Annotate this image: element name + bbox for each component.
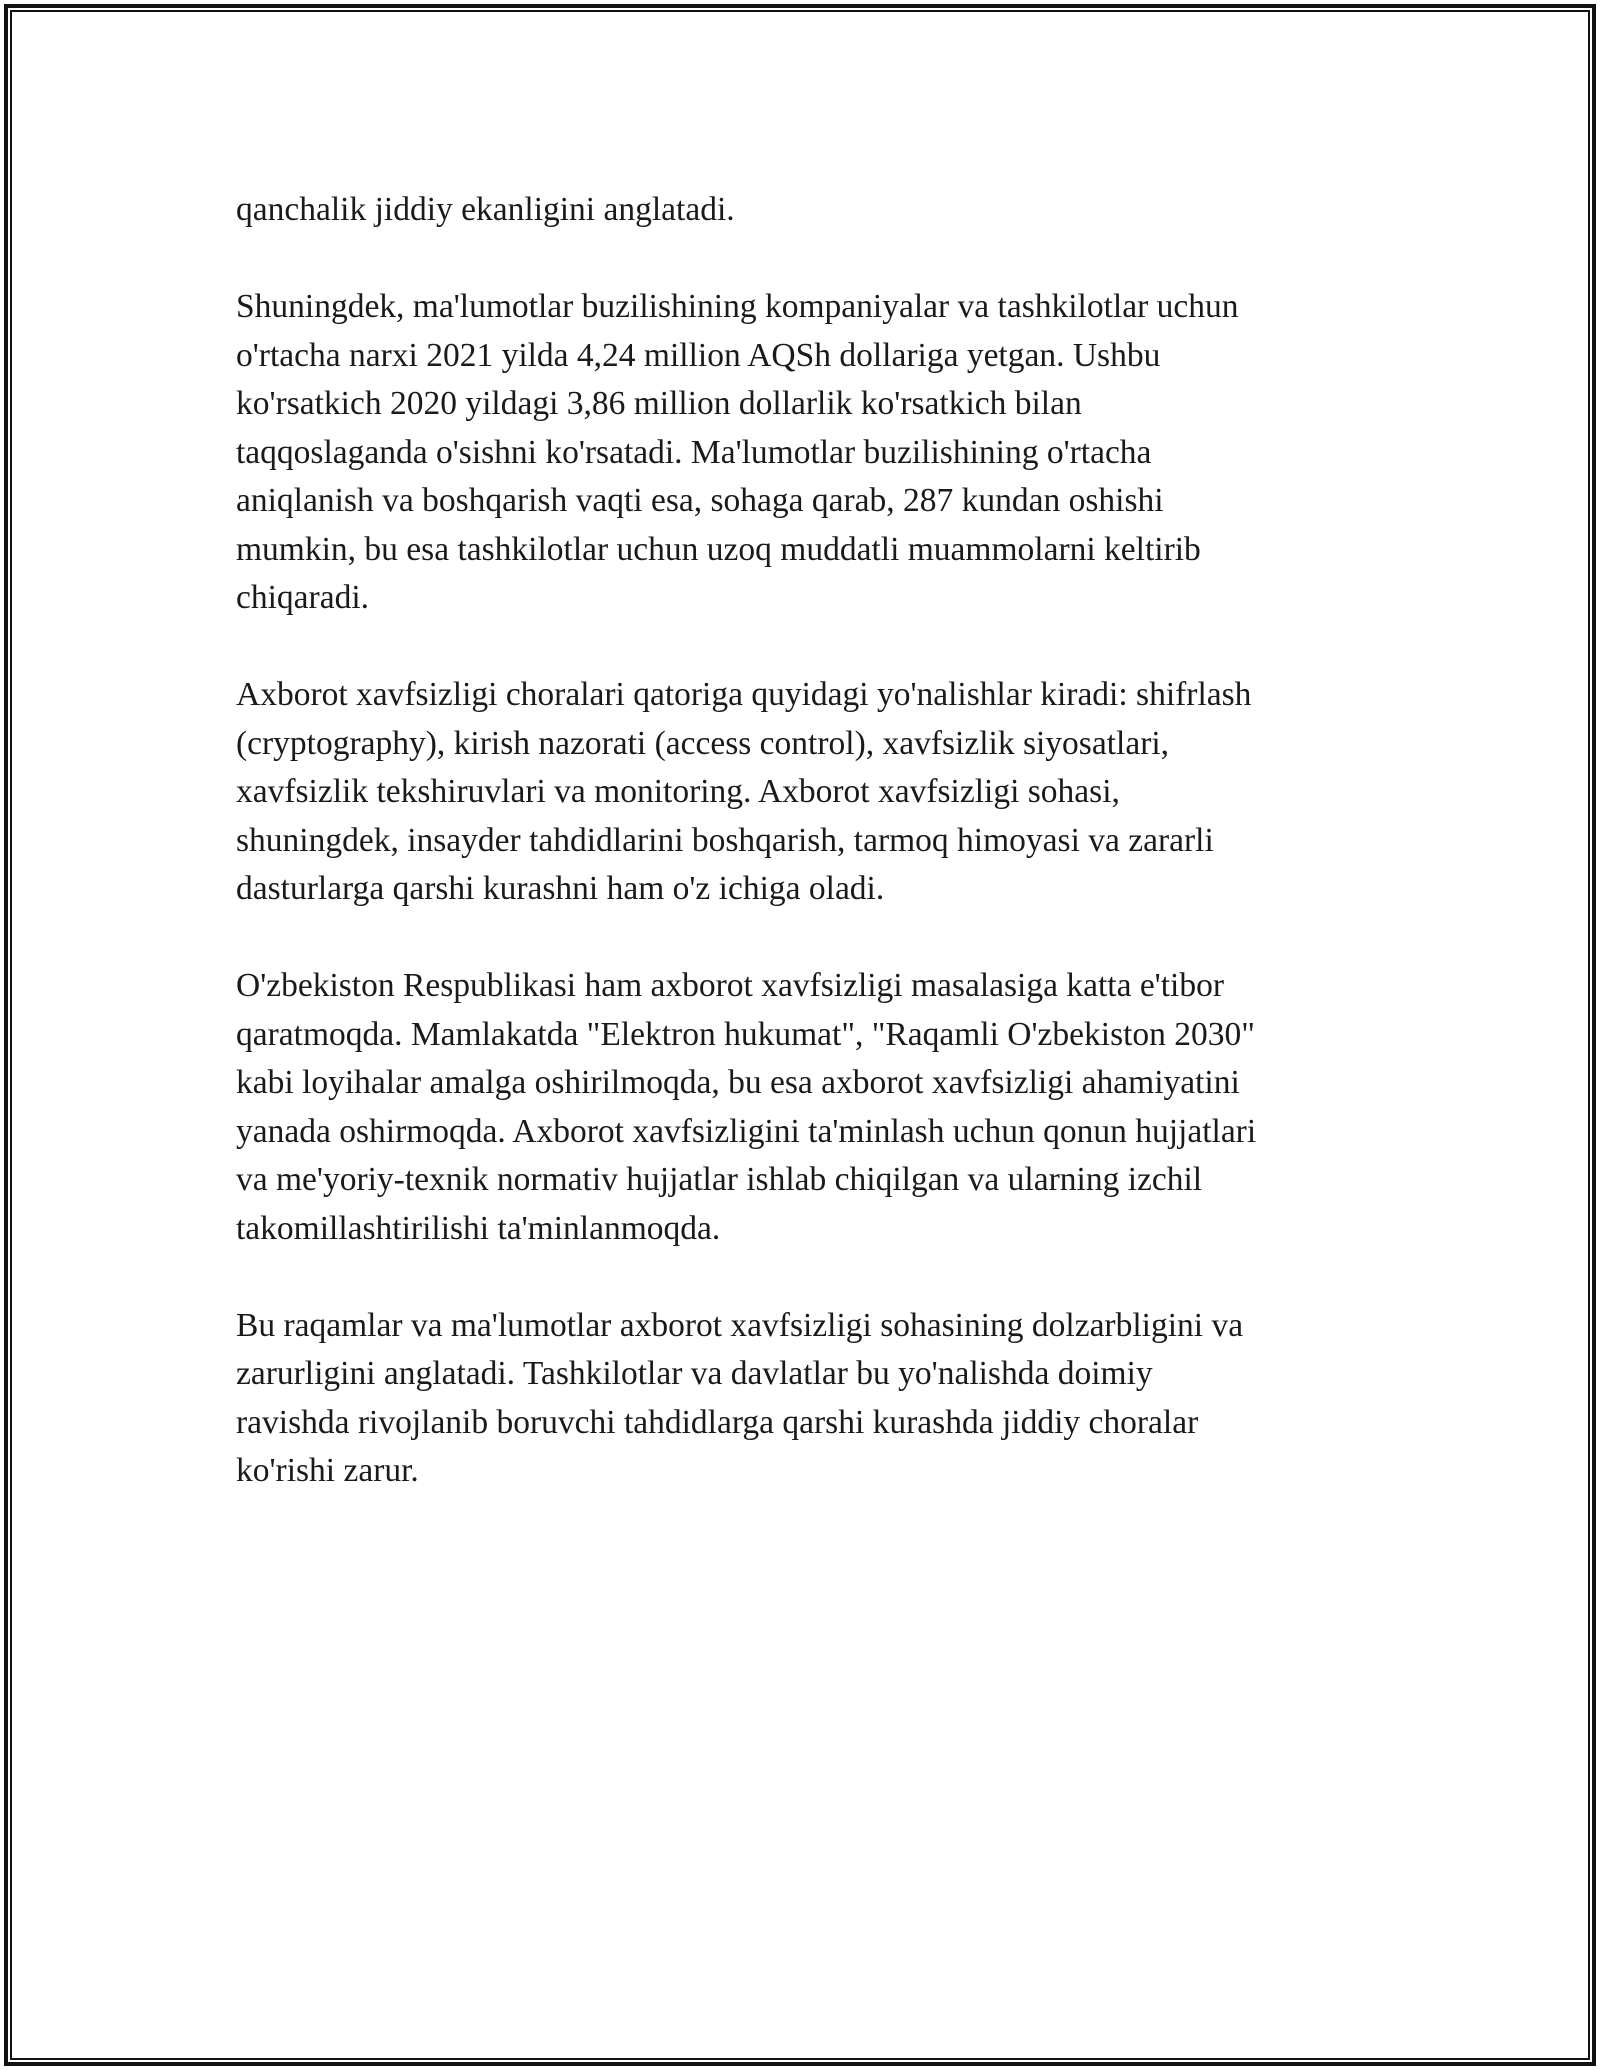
paragraph-continuation: qanchalik jiddiy ekanligini anglatadi.	[236, 191, 735, 228]
paragraph-uzbekistan: O'zbekiston Respublikasi ham axborot xavfsizligi masalasiga katta e'tibor qaratmoqda. Mamlakatda "Elektron hukumat", "Raqamli O'zbekiston 2030" kabi loyihalar amalga oshirilmoqda, bu esa axborot xavfsizligi ahamiyatini yanada oshirmoqda. Axborot xavfsizligini ta'minlash uchun qonun hujjatlari va me'yoriy-texnik normativ hujjatlar ishlab chiqilgan va ularning izchil takomillashtirilishi ta'minlanmoqda.	[236, 967, 1257, 1247]
paragraph-conclusion: Bu raqamlar va ma'lumotlar axborot xavfsizligi sohasining dolzarbligini va zarurligini anglatadi. Tashkilotlar va davlatlar bu yo'nalishda doimiy ravishda rivojlanib boruvchi tahdidlarga qarshi kurashda jiddiy choralar ko'rishi zarur.	[236, 1306, 1244, 1489]
paragraph-security-measures: Axborot xavfsizligi choralari qatoriga quyidagi yo'nalishlar kiradi: shifrlash (cryptography), kirish nazorati (access control), xavfsizlik siyosatlari, xavfsizlik tekshiruvlari va monitoring. Axborot xavfsizligi sohasi, shuningdek, insayder tahdidlarini boshqarish, tarmoq himoyasi va zararli dasturlarga qarshi kurashni ham o'z ichiga oladi.	[236, 676, 1252, 907]
paragraph-data-breach-cost: Shuningdek, ma'lumotlar buzilishining kompaniyalar va tashkilotlar uchun o'rtacha narxi 2021 yilda 4,24 million AQSh dollariga yetgan. Ushbu ko'rsatkich 2020 yildagi 3,86 million dollarlik ko'rsatkich bilan taqqoslaganda o'sishni ko'rsatadi. Ma'lumotlar buzilishining o'rtacha aniqlanish va boshqarish vaqti esa, sohaga qarab, 287 kundan oshishi mumkin, bu esa tashkilotlar uchun uzoq muddatli muammolarni keltirib chiqaradi.	[236, 288, 1239, 616]
document-body	[236, 186, 1376, 1544]
